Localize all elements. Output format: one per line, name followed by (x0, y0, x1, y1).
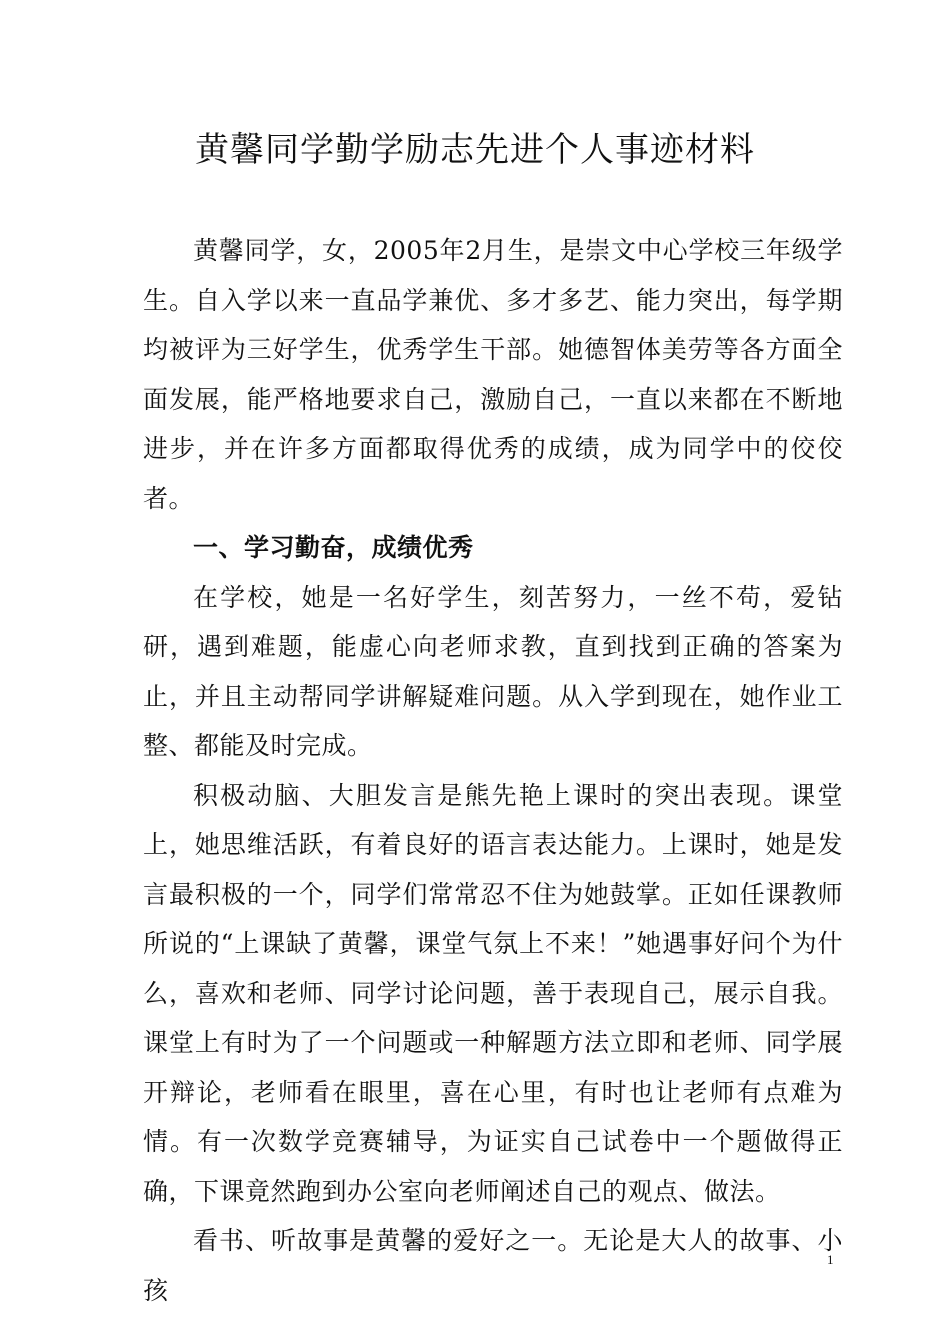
intro-paragraph: 黄馨同学，女，2005年2月生，是崇文中心学校三年级学生。自入学以来一直品学兼优、多才多艺、能力突出，每学期均被评为三好学生，优秀学生干部。她德智体美劳等各方面全面发展，能严格地要求自己，激励自己，一直以来都在不断地进步，并在许多方面都取得优秀的成绩，成为同学中的佼佼者。 (143, 236, 843, 513)
paragraph-classroom-performance: 积极动脑、大胆发言是熊先艳上课时的突出表现。课堂上，她思维活跃，有着良好的语言表达能力。上课时，她是发言最积极的一个，同学们常常忍不住为她鼓掌。正如任课教师所说的“上课缺了黄馨，课堂气氛上不来！”她遇事好问个为什么，喜欢和老师、同学讨论问题，善于表现自己，展示自我。课堂上有时为了一个问题或一种解题方法立即和老师、同学展开辩论，老师看在眼里，喜在心里，有时也让老师有点难为情。有一次数学竞赛辅导，为证实自己试卷中一个题做得正确，下课竟然跑到办公室向老师阐述自己的观点、做法。 (143, 780, 843, 1206)
document-body (143, 226, 843, 1315)
paragraph-study-habits: 在学校，她是一名好学生，刻苦努力，一丝不苟，爱钻研，遇到难题，能虚心向老师求教，直到找到正确的答案为止，并且主动帮同学讲解疑难问题。从入学到现在，她作业工整、都能及时完成。 (143, 582, 843, 760)
page-number: 1 (827, 1252, 834, 1267)
paragraph-reading-hobby: 看书、听故事是黄馨的爱好之一。无论是大人的故事、小孩 (143, 1226, 843, 1305)
section-heading-study: 一、学习勤奋，成绩优秀 (193, 533, 474, 562)
document-title: 黄馨同学勤学励志先进个人事迹材料 (195, 130, 755, 170)
